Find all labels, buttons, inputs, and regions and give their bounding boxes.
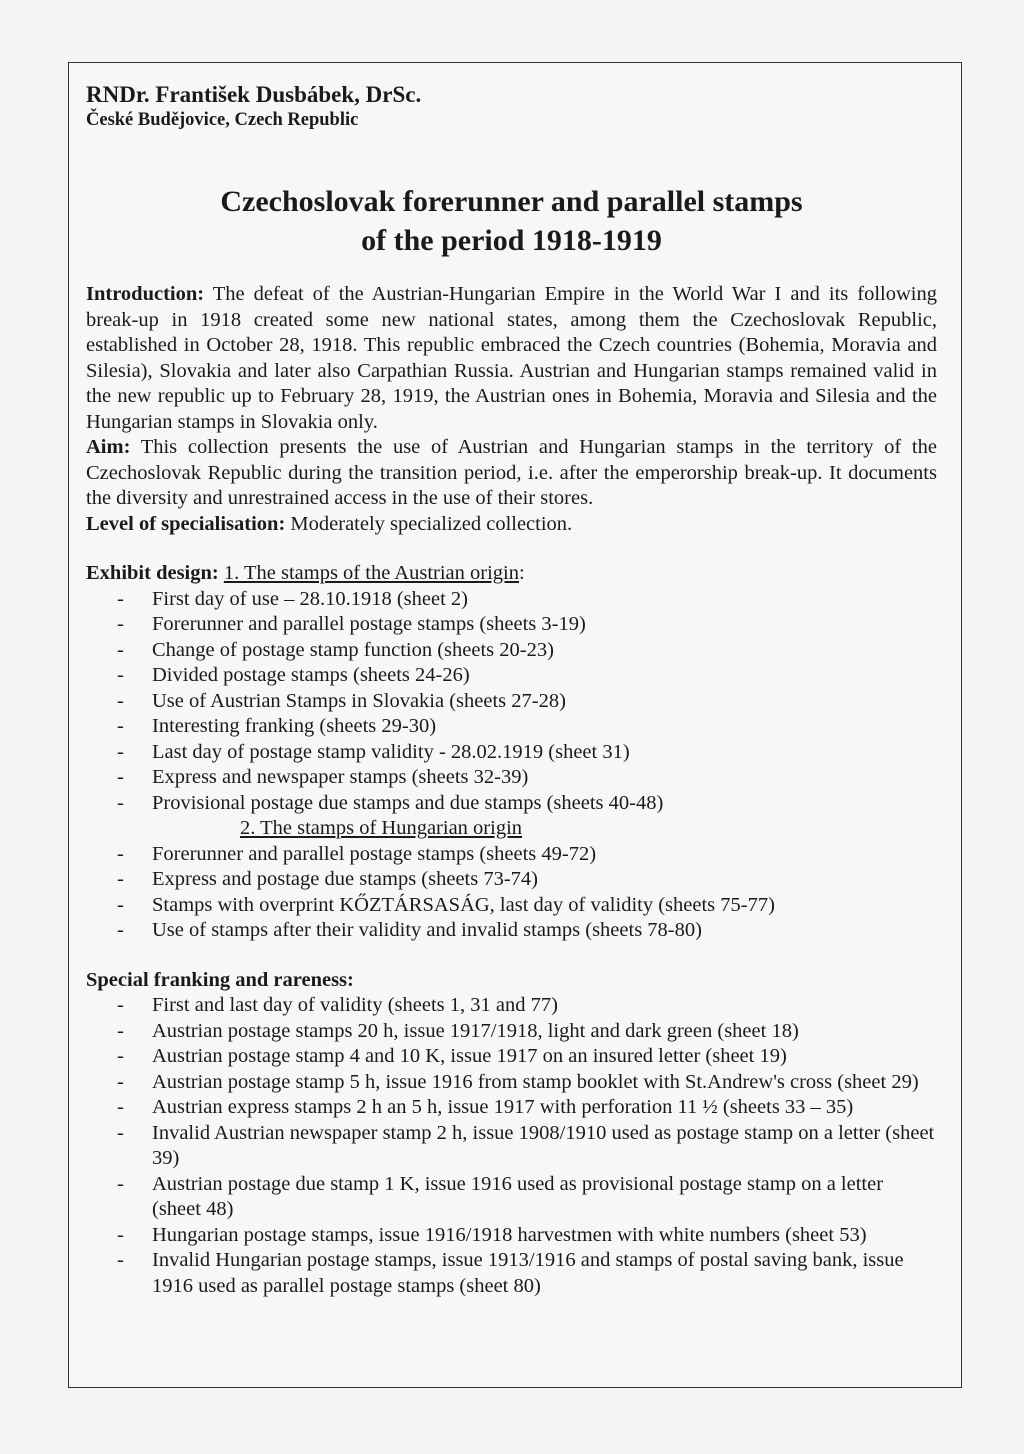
aim-paragraph: [86, 435, 937, 512]
author-name: RNDr. František Dusbábek, DrSc.: [86, 82, 422, 107]
list-item: [86, 791, 937, 817]
aim-label: Aim:: [86, 436, 131, 458]
dash-bullet: -: [117, 1045, 124, 1067]
list-item-text: First day of use – 28.10.1918 (sheet 2): [152, 587, 468, 610]
dash-bullet: -: [117, 994, 124, 1016]
list-item: [86, 663, 937, 689]
level-label: Level of specialisation:: [86, 512, 286, 535]
list-item: [86, 1044, 937, 1070]
list-item-text: Divided postage stamps (sheets 24-26): [152, 664, 470, 686]
list-item-text: Forerunner and parallel postage stamps (sheets 49-72): [152, 842, 597, 865]
list-item: [86, 893, 937, 919]
dash-bullet: -: [117, 740, 124, 763]
dash-bullet: -: [117, 1223, 124, 1246]
list-item: [86, 1070, 937, 1096]
dash-bullet: -: [117, 587, 124, 610]
list-item: [86, 842, 937, 868]
dash-bullet: -: [117, 868, 124, 890]
list-item: [86, 587, 937, 613]
dash-bullet: -: [117, 1019, 124, 1042]
list-item-text: Change of postage stamp function (sheets 20-23): [152, 638, 554, 661]
document-title: [86, 182, 937, 260]
hungarian-origin-heading: 2. The stamps of Hungarian origin: [240, 817, 523, 839]
list-item: [86, 638, 937, 664]
list-item-text: Austrian postage stamp 4 and 10 K, issue 1917 on an insured letter (sheet 19): [152, 1045, 787, 1067]
hungarian-items-list: [86, 842, 937, 944]
list-item: [86, 765, 937, 791]
austrian-origin-heading: 1. The stamps of the Austrian origin: [223, 562, 519, 584]
list-item: [86, 1248, 937, 1299]
introduction-text: The defeat of the Austrian-Hungarian Empire in the World War I and its following break-up in 1918 created some new national states, among them the Czechoslovak Republic, established in October 28, 1918. This republic embraced the Czech countries (Bohemia, Moravia and Silesia), Slovakia and later also Carpathian Russia. Austrian and Hungarian stamps remained valid in the new republic up to February 28, 1919, the Austrian ones in Bohemia, Moravia and Silesia and the Hungarian stamps in Slovakia only.: [86, 283, 937, 433]
hungarian-heading-row: [86, 816, 937, 842]
list-item: [86, 1121, 937, 1172]
list-item: [86, 714, 937, 740]
dash-bullet: -: [117, 919, 124, 941]
list-item-text: Use of Austrian Stamps in Slovakia (sheets 27-28): [152, 689, 566, 712]
austrian-items-list: [86, 587, 937, 817]
exhibit-design-heading: Exhibit design: 1. The stamps of the Austrian origin:: [86, 562, 525, 584]
list-item: [86, 612, 937, 638]
level-paragraph: [86, 512, 937, 538]
list-item: [86, 1172, 937, 1223]
title-line-2: of the period 1918-1919: [361, 224, 662, 257]
list-item: [86, 1223, 937, 1249]
document-frame: [68, 62, 962, 1388]
list-item-text: Provisional postage due stamps and due stamps (sheets 40-48): [152, 791, 664, 814]
title-line-1: Czechoslovak forerunner and parallel stamps: [220, 185, 803, 218]
list-item-text: Forerunner and parallel postage stamps (sheets 3-19): [152, 613, 586, 635]
dash-bullet: -: [117, 766, 124, 788]
list-item-text: Invalid Hungarian postage stamps, issue 1913/1916 and stamps of postal saving bank, issue 1916 used as parallel postage stamps (sheet 80): [152, 1249, 904, 1297]
exhibit-design-section: [86, 561, 937, 944]
dash-bullet: -: [117, 613, 124, 635]
special-franking-section: [86, 968, 937, 1300]
list-item-text: Use of stamps after their validity and invalid stamps (sheets 78-80): [152, 919, 702, 941]
list-item-text: Austrian postage due stamp 1 K, issue 1916 used as provisional postage stamp on a letter (sheet 48): [152, 1172, 884, 1220]
level-text: Moderately specialized collection.: [290, 512, 573, 535]
introduction-label: Introduction:: [86, 283, 205, 305]
author-location: České Budějovice, Czech Republic: [86, 110, 359, 130]
dash-bullet: -: [117, 1249, 124, 1271]
dash-bullet: -: [117, 791, 124, 814]
list-item: [86, 689, 937, 715]
list-item: [86, 1019, 937, 1045]
special-franking-heading: Special franking and rareness:: [86, 968, 354, 991]
dash-bullet: -: [117, 1070, 124, 1093]
dash-bullet: -: [117, 893, 124, 916]
list-item-text: Austrian postage stamps 20 h, issue 1917/1918, light and dark green (sheet 18): [152, 1019, 799, 1042]
list-item: [86, 1095, 937, 1121]
list-item-text: Austrian postage stamp 5 h, issue 1916 from stamp booklet with St.Andrew's cross (sheet 29): [152, 1070, 919, 1093]
list-item-text: Express and postage due stamps (sheets 73-74): [152, 868, 538, 890]
list-item-text: Invalid Austrian newspaper stamp 2 h, issue 1908/1910 used as postage stamp on a letter (sheet 39): [152, 1121, 935, 1169]
list-item-text: Interesting franking (sheets 29-30): [152, 715, 437, 737]
list-item: [86, 740, 937, 766]
list-item-text: First and last day of validity (sheets 1, 31 and 77): [152, 994, 558, 1016]
dash-bullet: -: [117, 715, 124, 737]
list-item: [86, 918, 937, 944]
special-items-list: [86, 993, 937, 1299]
dash-bullet: -: [117, 689, 124, 712]
aim-text: This collection presents the use of Austrian and Hungarian stamps in the territory of the Czechoslovak Republic during the transition period, i.e. after the emperorship break-up. It documents the diversity and unrestrained access in the use of their stores.: [86, 436, 937, 509]
list-item-text: Austrian express stamps 2 h an 5 h, issue 1917 with perforation 11 ½ (sheets 33 – 35): [152, 1096, 854, 1118]
document-content: [86, 81, 937, 1299]
list-item-text: Hungarian postage stamps, issue 1916/1918 harvestmen with white numbers (sheet 53): [152, 1223, 867, 1246]
list-item: [86, 867, 937, 893]
introduction-paragraph: [86, 282, 937, 435]
list-item-text: Last day of postage stamp validity - 28.02.1919 (sheet 31): [152, 740, 630, 763]
list-item: [86, 993, 937, 1019]
dash-bullet: -: [117, 1096, 124, 1118]
dash-bullet: -: [117, 1121, 124, 1144]
dash-bullet: -: [117, 638, 124, 661]
dash-bullet: -: [117, 664, 124, 686]
list-item-text: Express and newspaper stamps (sheets 32-39): [152, 766, 529, 788]
dash-bullet: -: [117, 842, 124, 865]
exhibit-design-label: Exhibit design:: [86, 562, 219, 584]
list-item-text: Stamps with overprint KŐZTÁRSASÁG, last day of validity (sheets 75-77): [152, 893, 775, 916]
dash-bullet: -: [117, 1172, 124, 1195]
